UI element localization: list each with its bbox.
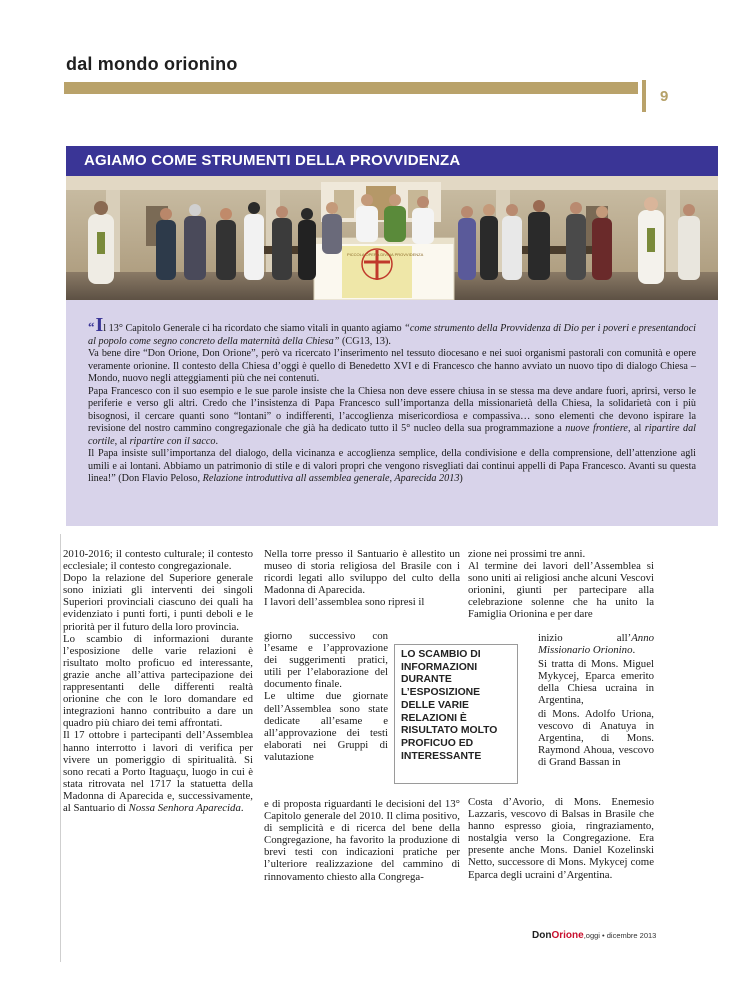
page-number-divider — [642, 80, 646, 112]
quote-open-mark: “ — [88, 319, 95, 334]
body-column-3-narrow — [538, 708, 654, 768]
col2-paragraph: giorno successivo con l’esame e l’approvazione dei suggerimenti pratici, utili per l’elaborazione del documento finale. — [264, 630, 388, 691]
quote-p1: l 13° Capitolo Generale ci ha ricordato che siamo vitali in quanto agiamo — [103, 323, 405, 334]
col3-paragraph: inizio all’ — [538, 632, 632, 644]
col2-paragraph: Nella torre presso il Santuario è allestito un museo di storia religiosa del Brasile con i ricordi legati allo sviluppo del culto della Madonna di Aparecida. — [264, 548, 460, 597]
article-title: AGIAMO COME STRUMENTI DELLA PROVVIDENZA — [84, 152, 461, 169]
col1-paragraph: Il 17 ottobre i partecipanti dell’Assemblea hanno interrotto i lavori di verifica per vivere un pomeriggio di spiritualità. Si sono recati a Porto Itaguaçu, luogo in cui è stata ritrovata nel 1717 la statuetta della Madonna di Aparecida e, successivamente, al Santuario di — [63, 729, 253, 814]
article-photo — [66, 176, 718, 300]
body-column-1 — [63, 548, 253, 814]
col2-paragraph: e di proposta riguardanti le decisioni del 13° Capitolo generale del 2010. Il clima positivo, di semplicità e di ricerca del bene della Congregazione, ha favorito la produzione di brevi testi con indicazioni pratiche per l’ulteriore realizzazione del cammino di rinnovamento chiesto alla Congrega- — [264, 798, 460, 883]
page-number: 9 — [660, 88, 669, 105]
col3-paragraph: Al termine dei lavori dell’Assemblea si sono uniti ai religiosi anche alcuni Vescovi orionini, giunti per partecipare alla celebrazione solenne che ha unito la Famiglia Orionina e per dare — [468, 560, 654, 621]
quote-p1-italic: “come strumento della Provvidenza di Dio per i poveri e presentandoci al popolo come segno concreto della maternità della Chiesa” — [88, 323, 696, 347]
col1-paragraph: Lo scambio di informazioni durante l’esposizione delle varie relazioni è risultato molto proficuo ed interessante, grazie anche all’attiva partecipazione dei rappresentanti delle differenti realtà orionine che con le loro domandare ed integrazioni hanno contribuito a dare un quadro più chiaro dei temi affrontati. — [63, 632, 253, 730]
quote-p3-mid-1: , al — [627, 423, 645, 434]
footer-brand-don: Don — [532, 930, 552, 941]
footer-brand-orione: Orione — [551, 930, 584, 941]
quote-p4-end: ) — [459, 473, 463, 484]
col3-paragraph: zione nei prossimi tre anni. — [468, 548, 586, 560]
quote-p3-italic-3: ripartire con il sacco — [129, 435, 216, 447]
col3-end: . — [632, 644, 636, 657]
article-banner — [66, 146, 718, 176]
body-column-3-mid — [538, 658, 654, 706]
quote-p3-italic-1: nuove frontiere — [565, 423, 628, 434]
quote-p1-end: (CG13, 13). — [339, 335, 391, 347]
col1-paragraph: 2010-2016; il contesto culturale; il contesto ecclesiale; il contesto congregazionale. — [63, 548, 253, 573]
col1-paragraph: Dopo la relazione del Superiore generale sono iniziati gli interventi dei singoli Superiori provinciali ciascuno dei quali ha evidenziato i punti forti, i punti deboli e le priorità per il futuro della loro provincia. — [63, 572, 253, 633]
quote-p3-end: . — [215, 435, 219, 447]
body-column-2-top — [264, 548, 460, 608]
body-column-3-inset — [538, 632, 654, 656]
quote-text — [88, 314, 697, 486]
quote-p3: Papa Francesco con il suo esempio e le sue parole insiste che la Chiesa non deve essere chiusa in se stessa ma deve andare fuori, aprirsi, verso le periferie e verso gli altri. Credo che l’insistenza di Papa Francesco sull’importanza della missionarietà della Chiesa, la solidarietà con i più bisognosi, il cercare quanti sono “lontani” o indifferenti, l’accoglienza misericordiosa e compassiva… sono elementi che devono ispirare la revisione del nostro cammino congregazionale che già ha dedicato tutto il 5° nucleo della sua programmazione a — [88, 385, 696, 434]
col2-paragraph: Le ultime due giornate dell’Assemblea sono state dedicate all’esame e all’approvazione dei testi elaborati nei Gruppi di valutazione — [264, 690, 388, 763]
footer-brand — [532, 930, 656, 941]
body-column-3-top — [468, 548, 654, 621]
footer-issue-date: ,oggi • dicembre 2013 — [583, 931, 657, 940]
col3-paragraph: Costa d’Avorio, di Mons. Enemesio Lazzaris, vescovo di Balsas in Brasile che hanno espresso gioia, ringraziamento, nostalgia verso la Congregazione. Era presente anche Mons. Daniel Kozelinski Netto, successore di Mons. Mykycej come Eparca degli ucraini d’Argentina. — [468, 796, 654, 881]
altar-cloth-text: PICCOLA OPERA DIVINA PROVVIDENZA — [347, 252, 424, 257]
body-column-2-bottom — [264, 798, 460, 883]
header-rule — [64, 82, 638, 94]
pull-quote: LO SCAMBIO DI INFORMAZIONI DURANTE L’ESPOSIZIONE DELLE VARIE RELAZIONI È RISULTATO MOLTO PROFICUO ED INTERESSANTE — [394, 644, 518, 784]
body-column-3-bottom — [468, 796, 654, 881]
col2-paragraph: I lavori dell’assemblea sono ripresi il — [264, 596, 425, 609]
col1-end: . — [240, 801, 244, 814]
section-title: dal mondo orionino — [66, 54, 238, 74]
col3-paragraph: Si tratta di Mons. Miguel Mykycej, Eparca emerito della Chiesa ucraina in Argentina, — [538, 658, 654, 707]
col3-paragraph: di Mons. Adolfo Uriona, vescovo di Anatuya in Argentina, di Mons. Raymond Ahoua, vescovo di Grand Bassan in — [538, 708, 654, 769]
quote-p3-mid-2: , al — [114, 435, 130, 447]
col1-italic: Nossa Senhora Aparecida — [128, 801, 241, 814]
col3-italic: Anno Missionario Orionino — [538, 632, 654, 657]
quote-p4: Il Papa insiste sull’importanza del dialogo, della vicinanza e accoglienza semplice, della condivisione e della comprensione, dell’attenzione agli umili e ai lontani. Abbiamo un patrimonio di stile e di valori propri che vengono risvegliati dai continui appelli di Papa Francesco. Avanti su questa linea!” (Don Flavio Peloso, — [88, 448, 696, 484]
quote-dropcap: I — [95, 314, 104, 336]
church-celebration-image — [66, 176, 718, 300]
quote-p2: Va bene dire “Don Orione, Don Orione”, però va ricercato l’inserimento nel tessuto diocesano e nei suoi organismi pastorali con comunità e opere veramente orionine. Il contesto della Chiesa d’oggi è quello di Benedetto XVI e di Francesco che hanno avviato un nuovo tipo di dialogo Chiesa – Mondo, nuovo negli atteggiamenti più che nei contenuti. — [88, 348, 696, 384]
body-column-2-mid — [264, 630, 388, 763]
quote-p3-italic-2: ripartire dal cortile — [88, 423, 697, 447]
page-edge-rule — [60, 534, 61, 962]
quote-box — [66, 300, 718, 526]
quote-source: Relazione introduttiva all assemblea generale, Aparecida 2013 — [202, 473, 460, 484]
